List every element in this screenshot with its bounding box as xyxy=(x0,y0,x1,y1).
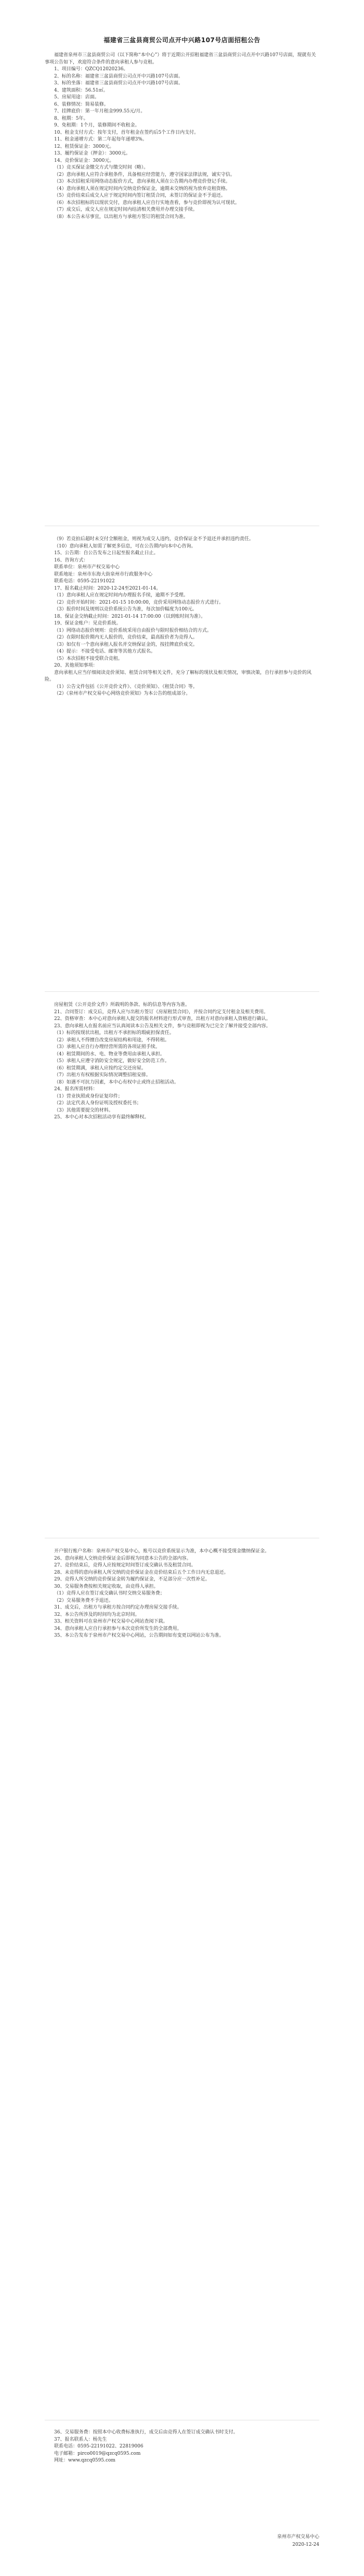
clause-paragraph: 开户银行账户名称：泉州市产权交易中心，账号以竞价系统显示为准，本中心概不接受现金缴纳保证金。 xyxy=(54,1549,270,1554)
clause-paragraph: 36、交易服务费：按照本中心收费标准执行，成交后由竞得人在签订成交确认书时支付。 xyxy=(54,2430,238,2435)
clause-paragraph: （5）竞价结束后成交人应于规定时间内签订租赁合同，未签订的保证金不予退还。 xyxy=(54,193,226,198)
clause-paragraph: （3）如仅有一个意向承租人报名并交纳保证金的，按挂牌底价成交。 xyxy=(54,642,198,647)
clause-paragraph: 意向承租人应当仔细阅读竞价须知、租赁合同等相关文件，充分了解标的现状及相关情况，审慎决策，自行承担参与竞价的风险。 xyxy=(45,670,312,682)
clause-line: （4）租赁期间的水、电、物业等费用由承租人承担。 xyxy=(54,1051,165,1057)
clause-paragraph: （4）意向承租人须在规定时间内交纳竞价保证金，逾期未交纳的视为放弃竞租资格。 xyxy=(54,186,230,192)
clause-line: （2）交易服务费不予退还。 xyxy=(54,1598,113,1603)
clause-paragraph: 35、本公告发布于泉州市产权交易中心网站，公告期间如有变更以网站公布为准。 xyxy=(54,1633,224,1638)
clause-line: 7、挂牌底价：第一年月租金999.55元/月。 xyxy=(54,109,146,114)
section-c xyxy=(45,1002,319,1121)
clause-line: 13、履约保证金（押金）：3000元。 xyxy=(54,151,131,156)
clause-paragraph: （3）本次招租采用网络动态报价方式，意向承租人须在公告期内办理竞价登记手续。 xyxy=(54,179,230,184)
section-divider xyxy=(45,991,319,992)
clause-line: （8）如遇不可抗力因素，本中心有权中止或终止招租活动。 xyxy=(54,1079,179,1085)
clause-line: （3）其他需要提交的材料。 xyxy=(54,1107,113,1113)
clause-paragraph: 22、资格审查：本中心对意向承租人提交的报名材料进行形式审查，出租方对意向承租人资格进行确认。 xyxy=(54,1016,271,1022)
clause-paragraph: （1）网络动态报价规则：竞价系统采用自由报价与限时报价相结合的方式。 xyxy=(54,628,212,633)
clause-paragraph: 23、意向承租人在报名前应当认真阅读本公告及相关文件，参与竞租即视为已完全了解并接受全部内容。 xyxy=(54,1023,271,1029)
intro-paragraph: 福建省泉州市三盆县商贸公司（以下简称“本中心”）将于近期公开招租福建省三盆县商贸公司点开中兴路107号店面，现就有关事项公告如下，欢迎符合条件的意向承租人参与竞租。 xyxy=(45,53,316,65)
clause-line: （2）承租人不得擅自改变房屋结构和用途，不得转租。 xyxy=(54,1037,170,1043)
clause-line: 9、免租期：1个月，装修期间不收租金。 xyxy=(54,123,140,128)
clause-paragraph: （2）意向承租人应符合承租条件，具备相应经营能力，遵守国家法律法规，诚实守信。 xyxy=(54,172,235,177)
clause-paragraph: （2）在限时报价期内无人报价的，竞价结束，最高报价者为竞得人。 xyxy=(54,635,198,640)
clause-line: 2、标的名称：福建省三盆县商贸公司点开中兴路107号店面。 xyxy=(54,73,183,79)
clause-line: 10、租金支付方式：按年支付，首年租金在签约后5个工作日内支付。 xyxy=(54,130,199,135)
page-title: 福建省三盆县商贸公司点开中兴路107号店面招租公告 xyxy=(103,36,261,44)
contact-line: 网址：www.qzcq0595.com xyxy=(54,2458,115,2463)
clause-paragraph: 31、成交后，出租方与承租方按合同约定办理房屋交接手续。 xyxy=(54,1605,182,1610)
contact-line: 37、报名联系人：杨先生 xyxy=(54,2437,107,2442)
clause-paragraph: （2）竞价开始时间：2021-01-15 10:00:00，竞价采用网络动态报价方式进行。 xyxy=(54,600,224,605)
clause-line: 14、竞价保证金：3000元。 xyxy=(54,158,114,163)
clause-paragraph: （1）竞买保证金缴交方式与缴交时间（略）。 xyxy=(54,165,149,170)
clause-line: 19、保证金账户：见竞价系统。 xyxy=(54,621,121,626)
clause-line: 32、本公告所涉及的时间均为北京时间。 xyxy=(54,1612,140,1617)
clause-line: （1）标的按现状出租，出租方不承担标的瑕疵担保责任。 xyxy=(54,1030,174,1036)
clause-line: 8、租期：5年。 xyxy=(54,116,88,121)
clause-line: （4）提示：不接受电话、邮寄等其他方式报名。 xyxy=(54,649,155,654)
clause-paragraph: （9）若竞拍后超时未交付全额租金，则视为成交人违约，竞价保证金不予退还并承担违约责任。 xyxy=(54,537,254,542)
contact-line: 联系电话：0595-22191022 xyxy=(54,579,115,584)
clause-line: 6、装修情况：简易装修。 xyxy=(54,101,109,107)
clause-paragraph: 房屋租赁《公开竞价文件》所载明的条款、标的信息等内容为准。 xyxy=(54,1002,190,1008)
clause-line: 24、报名所需材料： xyxy=(54,1087,98,1092)
clause-paragraph: （10）意向承租人如需了解更多信息，可在公告期内向本中心咨询。 xyxy=(54,543,196,549)
clause-paragraph: 18、保证金交纳截止时间：2021-01-14 17:00:00（以到账时间为准）。 xyxy=(54,614,206,619)
clause-paragraph: 27、竞价结束后，竞得人应按规定时间签订成交确认书及租赁合同。 xyxy=(54,1563,196,1568)
clause-line: （5）本次招租不接受联合竞租。 xyxy=(54,656,123,661)
contact-line: 联系地址：泉州市东海大街泉州市行政服务中心 xyxy=(54,571,153,577)
clause-paragraph: 34、意向承租人应自行承担参与本次竞价所发生的全部费用。 xyxy=(54,1626,182,1631)
clause-paragraph: （3）报价时间及规则以竞价系统公告为准，每次加价幅度为100元。 xyxy=(54,607,197,612)
section-a xyxy=(45,52,319,221)
signature-org: 泉州市产权交易中心 xyxy=(277,2534,319,2540)
clause-line: 33、相关资料可在泉州市产权交易中心网站查阅下载。 xyxy=(54,1619,168,1624)
clause-line: （1）竞得人应在签订成交确认书时交纳交易服务费； xyxy=(54,1591,165,1596)
clause-line: 25、本中心对本次招租活动享有最终解释权。 xyxy=(54,1115,149,1120)
clause-paragraph: 29、竞得人所交纳的竞价保证金转为履约保证金，不足部分应一次性补足。 xyxy=(54,1577,210,1582)
clause-line: （3）承租人应自行办理经营所需的各项证照手续。 xyxy=(54,1044,160,1050)
contact-line: 联系单位：泉州市产权交易中心 xyxy=(54,565,120,570)
clause-line: 17、报名截止时间：2020-12-24至2021-01-14。 xyxy=(54,585,161,591)
clause-line: （6）租赁期满，承租人应按约定交还房屋。 xyxy=(54,1065,146,1071)
section-e xyxy=(45,2429,319,2465)
clause-paragraph: （6）本次招租标的以现状交付，意向承租人应自行实地查看，参与竞价即视为认可现状。 xyxy=(54,200,240,206)
clause-paragraph: （7）成交后，成交人应在规定时间内结清相关费用并办理交接手续。 xyxy=(54,207,198,212)
clause-line: 12、租赁保证金：3000元。 xyxy=(54,144,114,149)
clause-line: （7）出租方有权根据实际情况调整招租安排。 xyxy=(54,1073,151,1078)
clause-line: 1、项目编号：QZCQ12020236。 xyxy=(54,67,128,72)
clause-line: （2）法定代表人身份证明及授权委托书； xyxy=(54,1101,141,1106)
contact-line: 联系电话：0595-22191022、22819006 xyxy=(54,2444,144,2449)
clause-paragraph: （2）《泉州市产权交易中心网络竞价须知》为本公告的组成部分。 xyxy=(54,691,191,696)
signature-date: 2020-12-24 xyxy=(292,2542,319,2547)
clause-paragraph: （1）公告文件包括《公开竞价文件》、《竞价须知》、《租赁合同》等。 xyxy=(54,684,198,690)
clause-line: 20、其他须知事项： xyxy=(54,663,98,668)
clause-line: 4、建筑面积：56.51㎡。 xyxy=(54,87,108,93)
clause-line: （1）营业执照或身份证复印件； xyxy=(54,1093,123,1099)
clause-line: 15、公告期：自公告发布之日起至报名截止日止。 xyxy=(54,551,159,556)
clause-paragraph: （1）意向承租人应在规定时间内办理报名手续，逾期不予受理。 xyxy=(54,593,188,598)
clause-paragraph: 21、合同签订：成交后，竞得人应与出租方签订《房屋租赁合同》，并按合同约定支付租金及相关费用。 xyxy=(54,1009,268,1015)
section-b xyxy=(45,536,319,698)
clause-line: 11、租金递增方式：第二年起每年递增3%。 xyxy=(54,137,147,142)
clause-paragraph: （8）本公告未尽事宜，以出租方与承租方签订的租赁合同为准。 xyxy=(54,214,188,220)
section-d xyxy=(45,1548,319,1640)
signature-block xyxy=(45,2533,319,2549)
clause-paragraph: 26、意向承租人交纳竞价保证金后即视为同意本公告的全部内容。 xyxy=(54,1555,191,1561)
clause-paragraph: 28、未竞得的意向承租人所交纳的竞价保证金在竞价结束后五个工作日内无息退还。 xyxy=(54,1570,229,1575)
contact-line: 电子邮箱：pirco0019@qzcq0595.com xyxy=(54,2451,141,2456)
clause-line: 30、交易服务费按相关规定收取，由竞得人承担。 xyxy=(54,1584,159,1589)
clause-line: （5）承租人应遵守消防安全规定，做好安全防范工作。 xyxy=(54,1059,170,1064)
clause-line: 16、咨询方式： xyxy=(54,557,88,563)
clause-line: 5、房屋用途：店面。 xyxy=(54,95,99,100)
clause-line: 3、标的坐落：福建省三盆县商贸公司点开中兴路107号店面。 xyxy=(54,81,183,86)
